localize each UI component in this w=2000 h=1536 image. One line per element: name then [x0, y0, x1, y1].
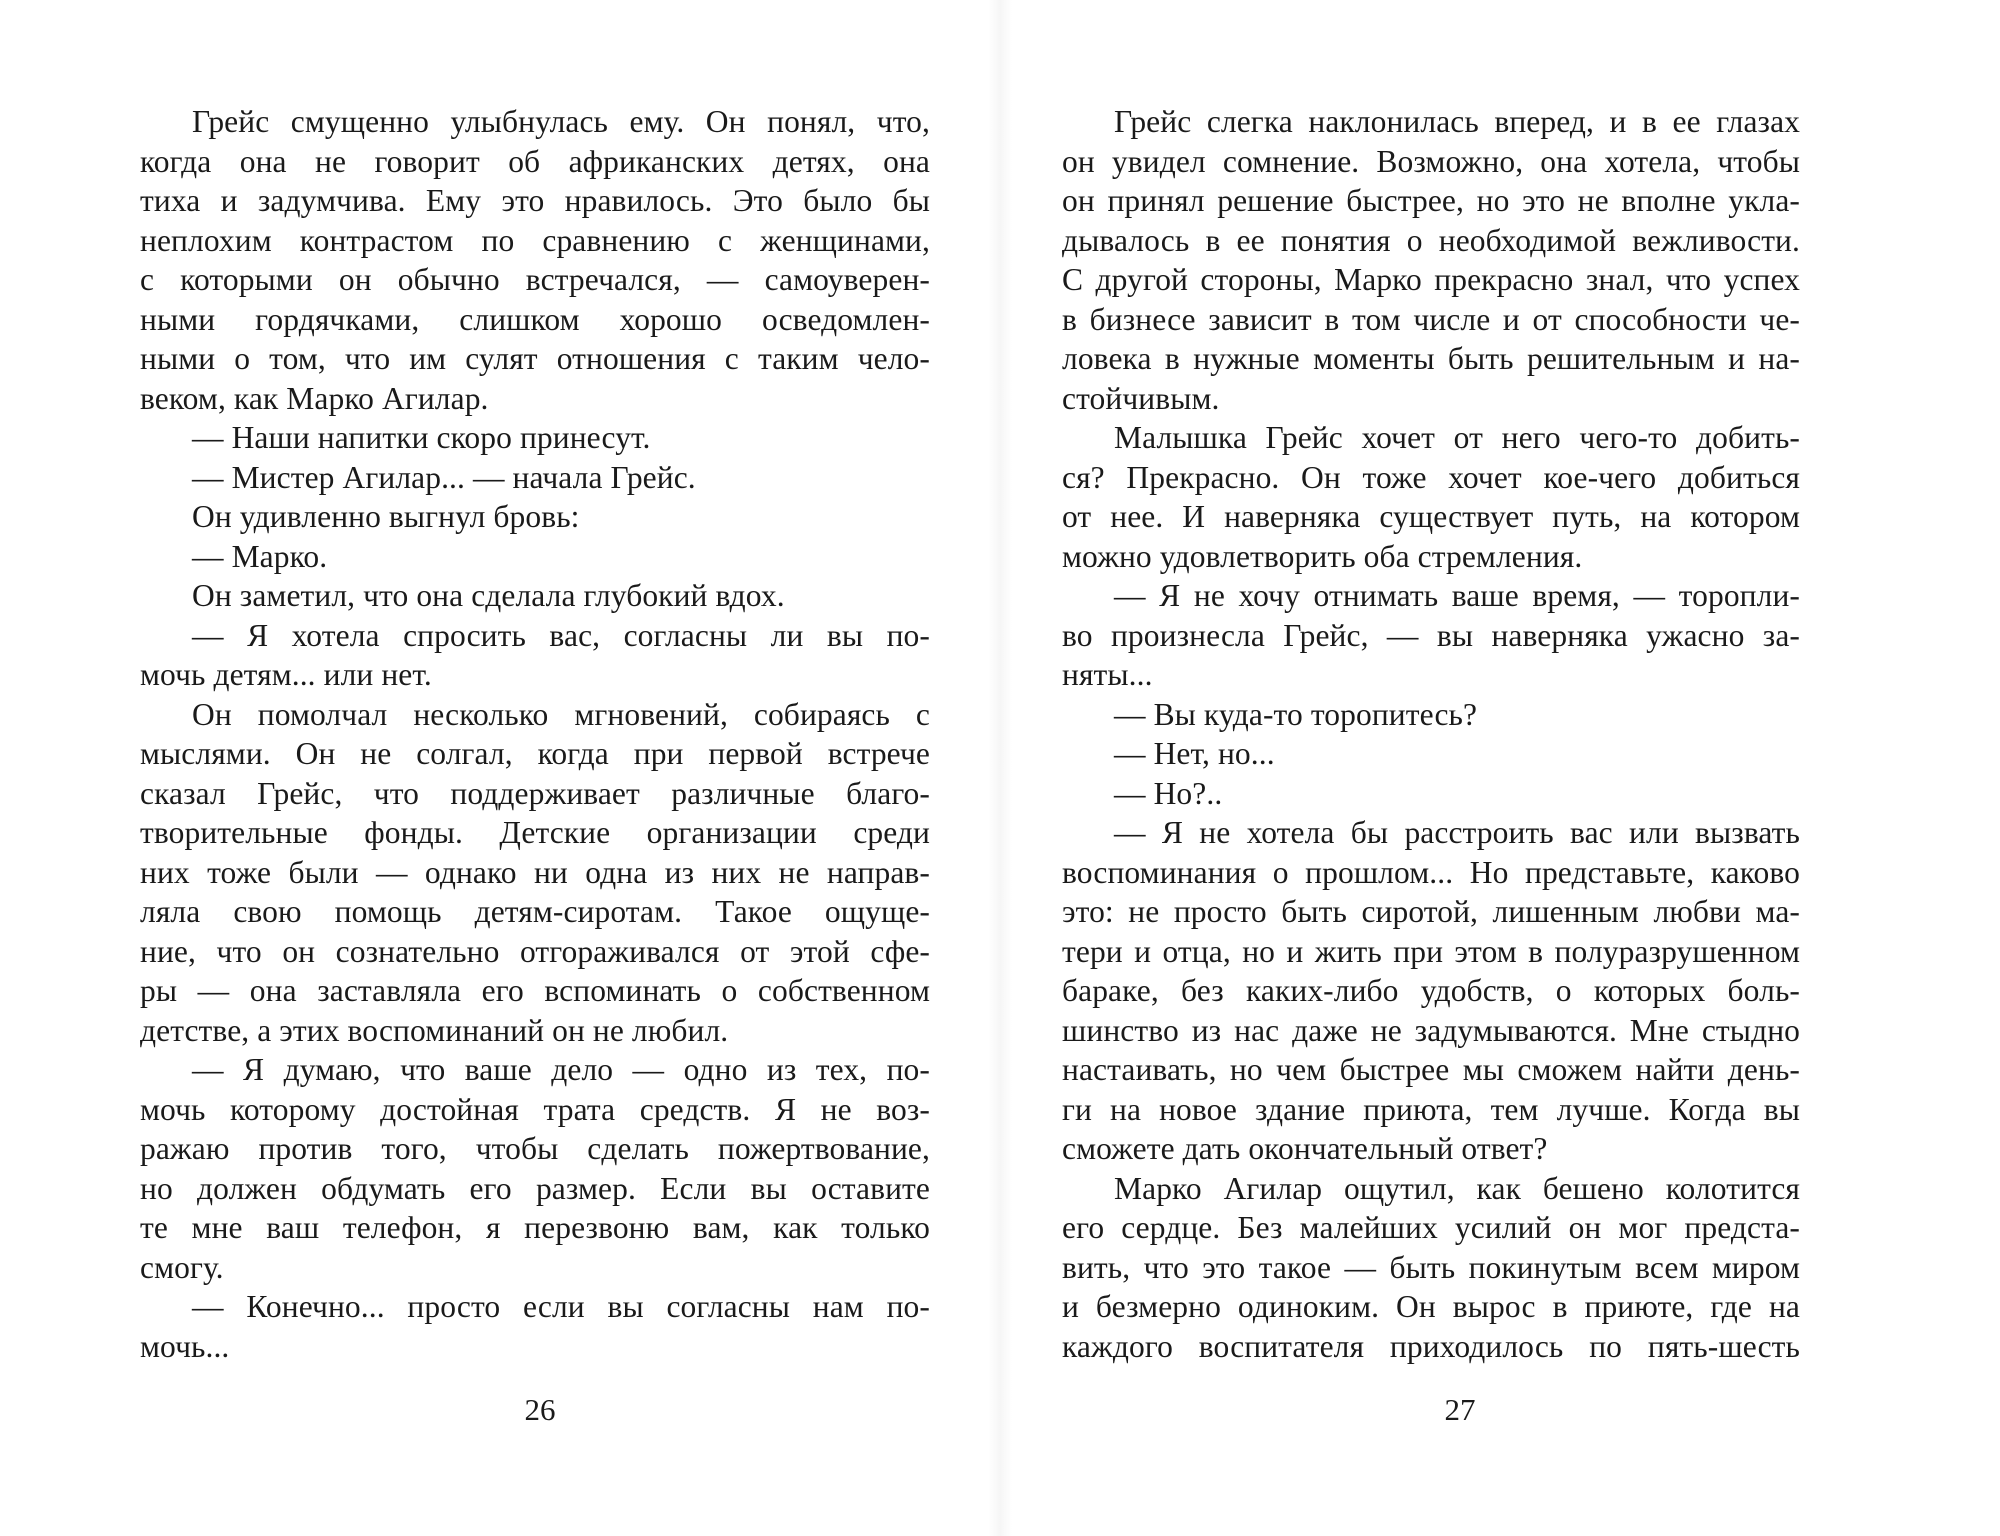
text-line: — Конечно... просто если вы согласны нам по-	[192, 1289, 930, 1324]
text-line: с которыми он обычно встречался, — самоуверен-	[140, 262, 930, 297]
right-page	[1000, 0, 2000, 1536]
text-line: мочь...	[140, 1328, 230, 1364]
text-line: — Я думаю, что ваше дело — одно из тех, по-	[192, 1052, 930, 1087]
text-line: от нее. И наверняка существует путь, на котором	[1062, 499, 1800, 534]
text-line: Марко Агилар ощутил, как бешено колотится	[1114, 1170, 1800, 1206]
text-line: — Мистер Агилар... — начала Грейс.	[192, 459, 696, 495]
text-line: ние, что он сознательно отгораживался от этой сфе-	[140, 933, 930, 969]
text-line: веком, как Марко Агилар.	[140, 380, 489, 416]
text-line: — Вы куда-то торопитесь?	[1114, 696, 1478, 732]
text-line: ными о том, что им сулят отношения с таким чело-	[140, 341, 930, 376]
text-line: С другой стороны, Марко прекрасно знал, что успех	[1062, 262, 1800, 297]
text-line: Грейс смущенно улыбнулась ему. Он понял, что,	[192, 104, 930, 139]
text-line: в бизнесе зависит в том числе и от способности че-	[1062, 301, 1800, 337]
right-page-number: 27	[1444, 1392, 1476, 1427]
text-line: тиха и задумчива. Ему это нравилось. Это было бы	[140, 183, 930, 218]
text-line: шинство из нас даже не задумываются. Мне стыдно	[1062, 1012, 1800, 1048]
text-line: он принял решение быстрее, но это не вполне укла-	[1062, 183, 1800, 218]
text-line: ся? Прекрасно. Он тоже хочет кое-чего добиться	[1062, 459, 1800, 495]
text-line: них тоже были — однако ни одна из них не направ-	[140, 854, 930, 890]
text-line: и безмерно одиноким. Он вырос в приюте, где на	[1062, 1289, 1800, 1324]
text-line: воспоминания о прошлом... Но представьте, каково	[1062, 854, 1800, 890]
text-line: дывалось в ее понятия о необходимой вежливости.	[1062, 222, 1800, 258]
text-line: каждого воспитателя приходилось по пять-шесть	[1062, 1328, 1800, 1364]
text-line: Малышка Грейс хочет от него чего-то добить-	[1114, 420, 1800, 455]
text-line: — Но?..	[1114, 775, 1223, 811]
text-line: — Нет, но...	[1114, 736, 1275, 771]
left-page-number: 26	[524, 1392, 556, 1427]
text-line: — Наши напитки скоро принесут.	[192, 420, 651, 455]
text-line: ражаю против того, чтобы сделать пожертвование,	[140, 1131, 930, 1166]
text-line: няты...	[1062, 657, 1153, 692]
text-line: он увидел сомнение. Возможно, она хотела, чтобы	[1062, 143, 1800, 179]
text-line: ры — она заставляла его вспоминать о собственном	[140, 973, 930, 1008]
text-line: но должен обдумать его размер. Если вы оставите	[140, 1170, 930, 1206]
text-line: — Я хотела спросить вас, согласны ли вы по-	[192, 617, 930, 653]
right-page-text	[1062, 102, 1800, 1366]
text-line: Он заметил, что она сделала глубокий вдох.	[192, 578, 785, 613]
text-line: мыслями. Он не солгал, когда при первой встрече	[140, 736, 930, 771]
text-line: мочь детям... или нет.	[140, 657, 432, 692]
text-line: ными гордячками, слишком хорошо осведомлен-	[140, 301, 930, 337]
text-line: те мне ваш телефон, я перезвоню вам, как только	[140, 1210, 930, 1245]
text-line: Он удивленно выгнул бровь:	[192, 499, 580, 534]
left-page-text	[140, 102, 930, 1366]
text-line: детстве, а этих воспоминаний он не любил.	[140, 1012, 729, 1048]
text-line: смогу.	[140, 1249, 224, 1285]
text-line: — Я не хотела бы расстроить вас или вызвать	[1114, 815, 1800, 850]
text-line: стойчивым.	[1062, 380, 1220, 416]
text-line: творительные фонды. Детские организации среди	[140, 815, 930, 850]
text-line: Он помолчал несколько мгновений, собираясь с	[192, 696, 930, 732]
text-line: ги на новое здание приюта, тем лучше. Когда вы	[1062, 1091, 1800, 1127]
text-line: тери и отца, но и жить при этом в полуразрушенном	[1062, 933, 1800, 969]
text-line: Грейс слегка наклонилась вперед, и в ее глазах	[1114, 104, 1800, 139]
text-line: во произнесла Грейс, — вы наверняка ужасно за-	[1062, 617, 1800, 653]
text-line: бараке, без каких-либо удобств, о которых боль-	[1062, 973, 1800, 1008]
text-line: — Я не хочу отнимать ваше время, — торопли-	[1114, 578, 1800, 613]
text-line: ляла свою помощь детям-сиротам. Такое ощуще-	[140, 894, 930, 929]
text-line: сказал Грейс, что поддерживает различные благо-	[140, 775, 930, 811]
text-line: сможете дать окончательный ответ?	[1062, 1131, 1548, 1166]
text-line: его сердце. Без малейших усилий он мог предста-	[1062, 1210, 1800, 1245]
text-line: ловека в нужные моменты быть решительным и на-	[1062, 341, 1800, 376]
text-line: — Марко.	[192, 538, 328, 574]
text-line: вить, что это такое — быть покинутым всем миром	[1062, 1249, 1800, 1285]
text-line: настаивать, но чем быстрее мы сможем найти день-	[1062, 1052, 1800, 1087]
text-line: это: не просто быть сиротой, лишенным любви ма-	[1062, 894, 1800, 929]
text-line: неплохим контрастом по сравнению с женщинами,	[140, 222, 930, 258]
text-line: когда она не говорит об африканских детях, она	[140, 143, 930, 179]
text-line: можно удовлетворить оба стремления.	[1062, 538, 1583, 574]
text-line: мочь которому достойная трата средств. Я не воз-	[140, 1091, 930, 1127]
